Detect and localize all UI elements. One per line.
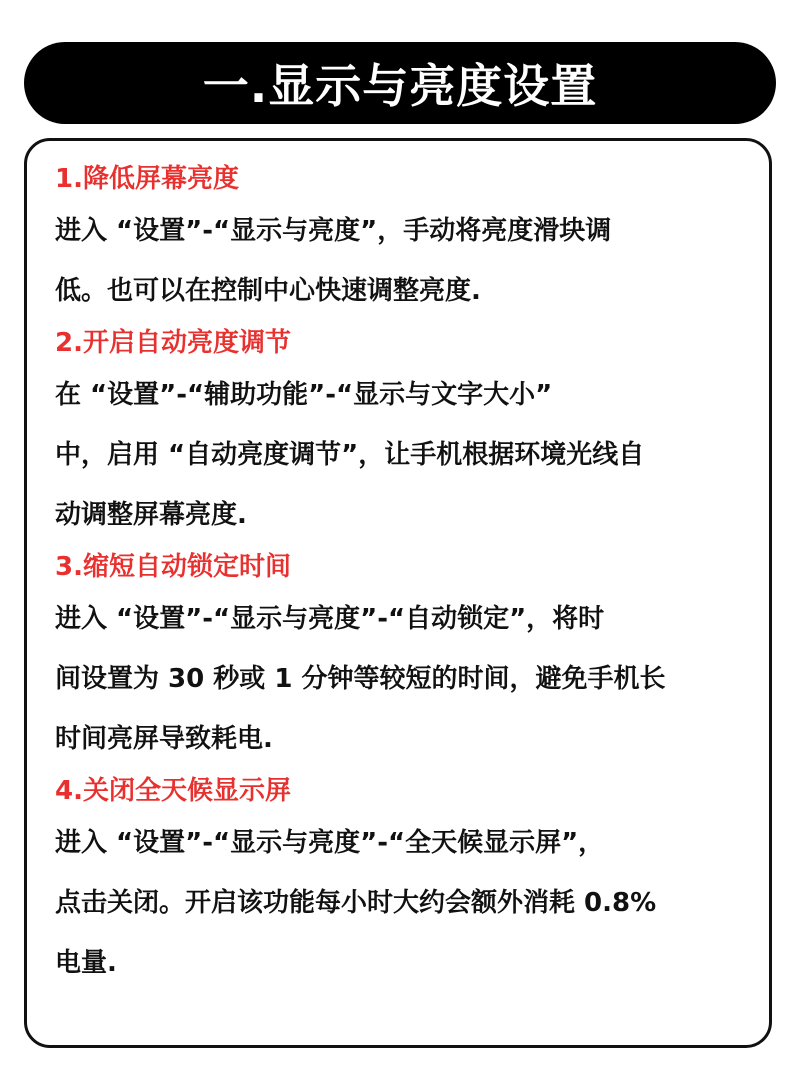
- section-text-line: 电量.: [55, 948, 117, 978]
- section-heading: 2.开启自动亮度调节: [55, 328, 291, 358]
- section-1: [55, 159, 769, 311]
- section-heading: 3.缩短自动锁定时间: [55, 552, 291, 582]
- section-heading: 4.关闭全天候显示屏: [55, 776, 291, 806]
- section-text-line: 中，启用 “自动亮度调节”，让手机根据环境光线自: [55, 440, 645, 470]
- section-4: [55, 771, 769, 983]
- section-text-line: 时间亮屏导致耗电.: [55, 724, 273, 754]
- section-text-line: 进入 “设置”-“显示与亮度”-“全天候显示屏”，: [55, 828, 605, 858]
- content-card: [24, 138, 772, 1048]
- section-text-line: 进入 “设置”-“显示与亮度”-“自动锁定”，将时: [55, 604, 605, 634]
- section-2: [55, 323, 769, 535]
- section-text-line: 在 “设置”-“辅助功能”-“显示与文字大小”: [55, 380, 553, 410]
- section-text-line: 进入 “设置”-“显示与亮度”，手动将亮度滑块调: [55, 216, 612, 246]
- section-text-line: 点击关闭。开启该功能每小时大约会额外消耗 0.8%: [55, 888, 657, 918]
- section-text-line: 动调整屏幕亮度.: [55, 500, 247, 530]
- section-heading: 1.降低屏幕亮度: [55, 164, 239, 194]
- page-title: 一.显示与亮度设置: [202, 59, 598, 113]
- section-text-line: 低。也可以在控制中心快速调整亮度.: [55, 276, 481, 306]
- section-text-line: 间设置为 30 秒或 1 分钟等较短的时间，避免手机长: [55, 664, 666, 694]
- section-3: [55, 547, 769, 759]
- title-banner: [24, 42, 776, 124]
